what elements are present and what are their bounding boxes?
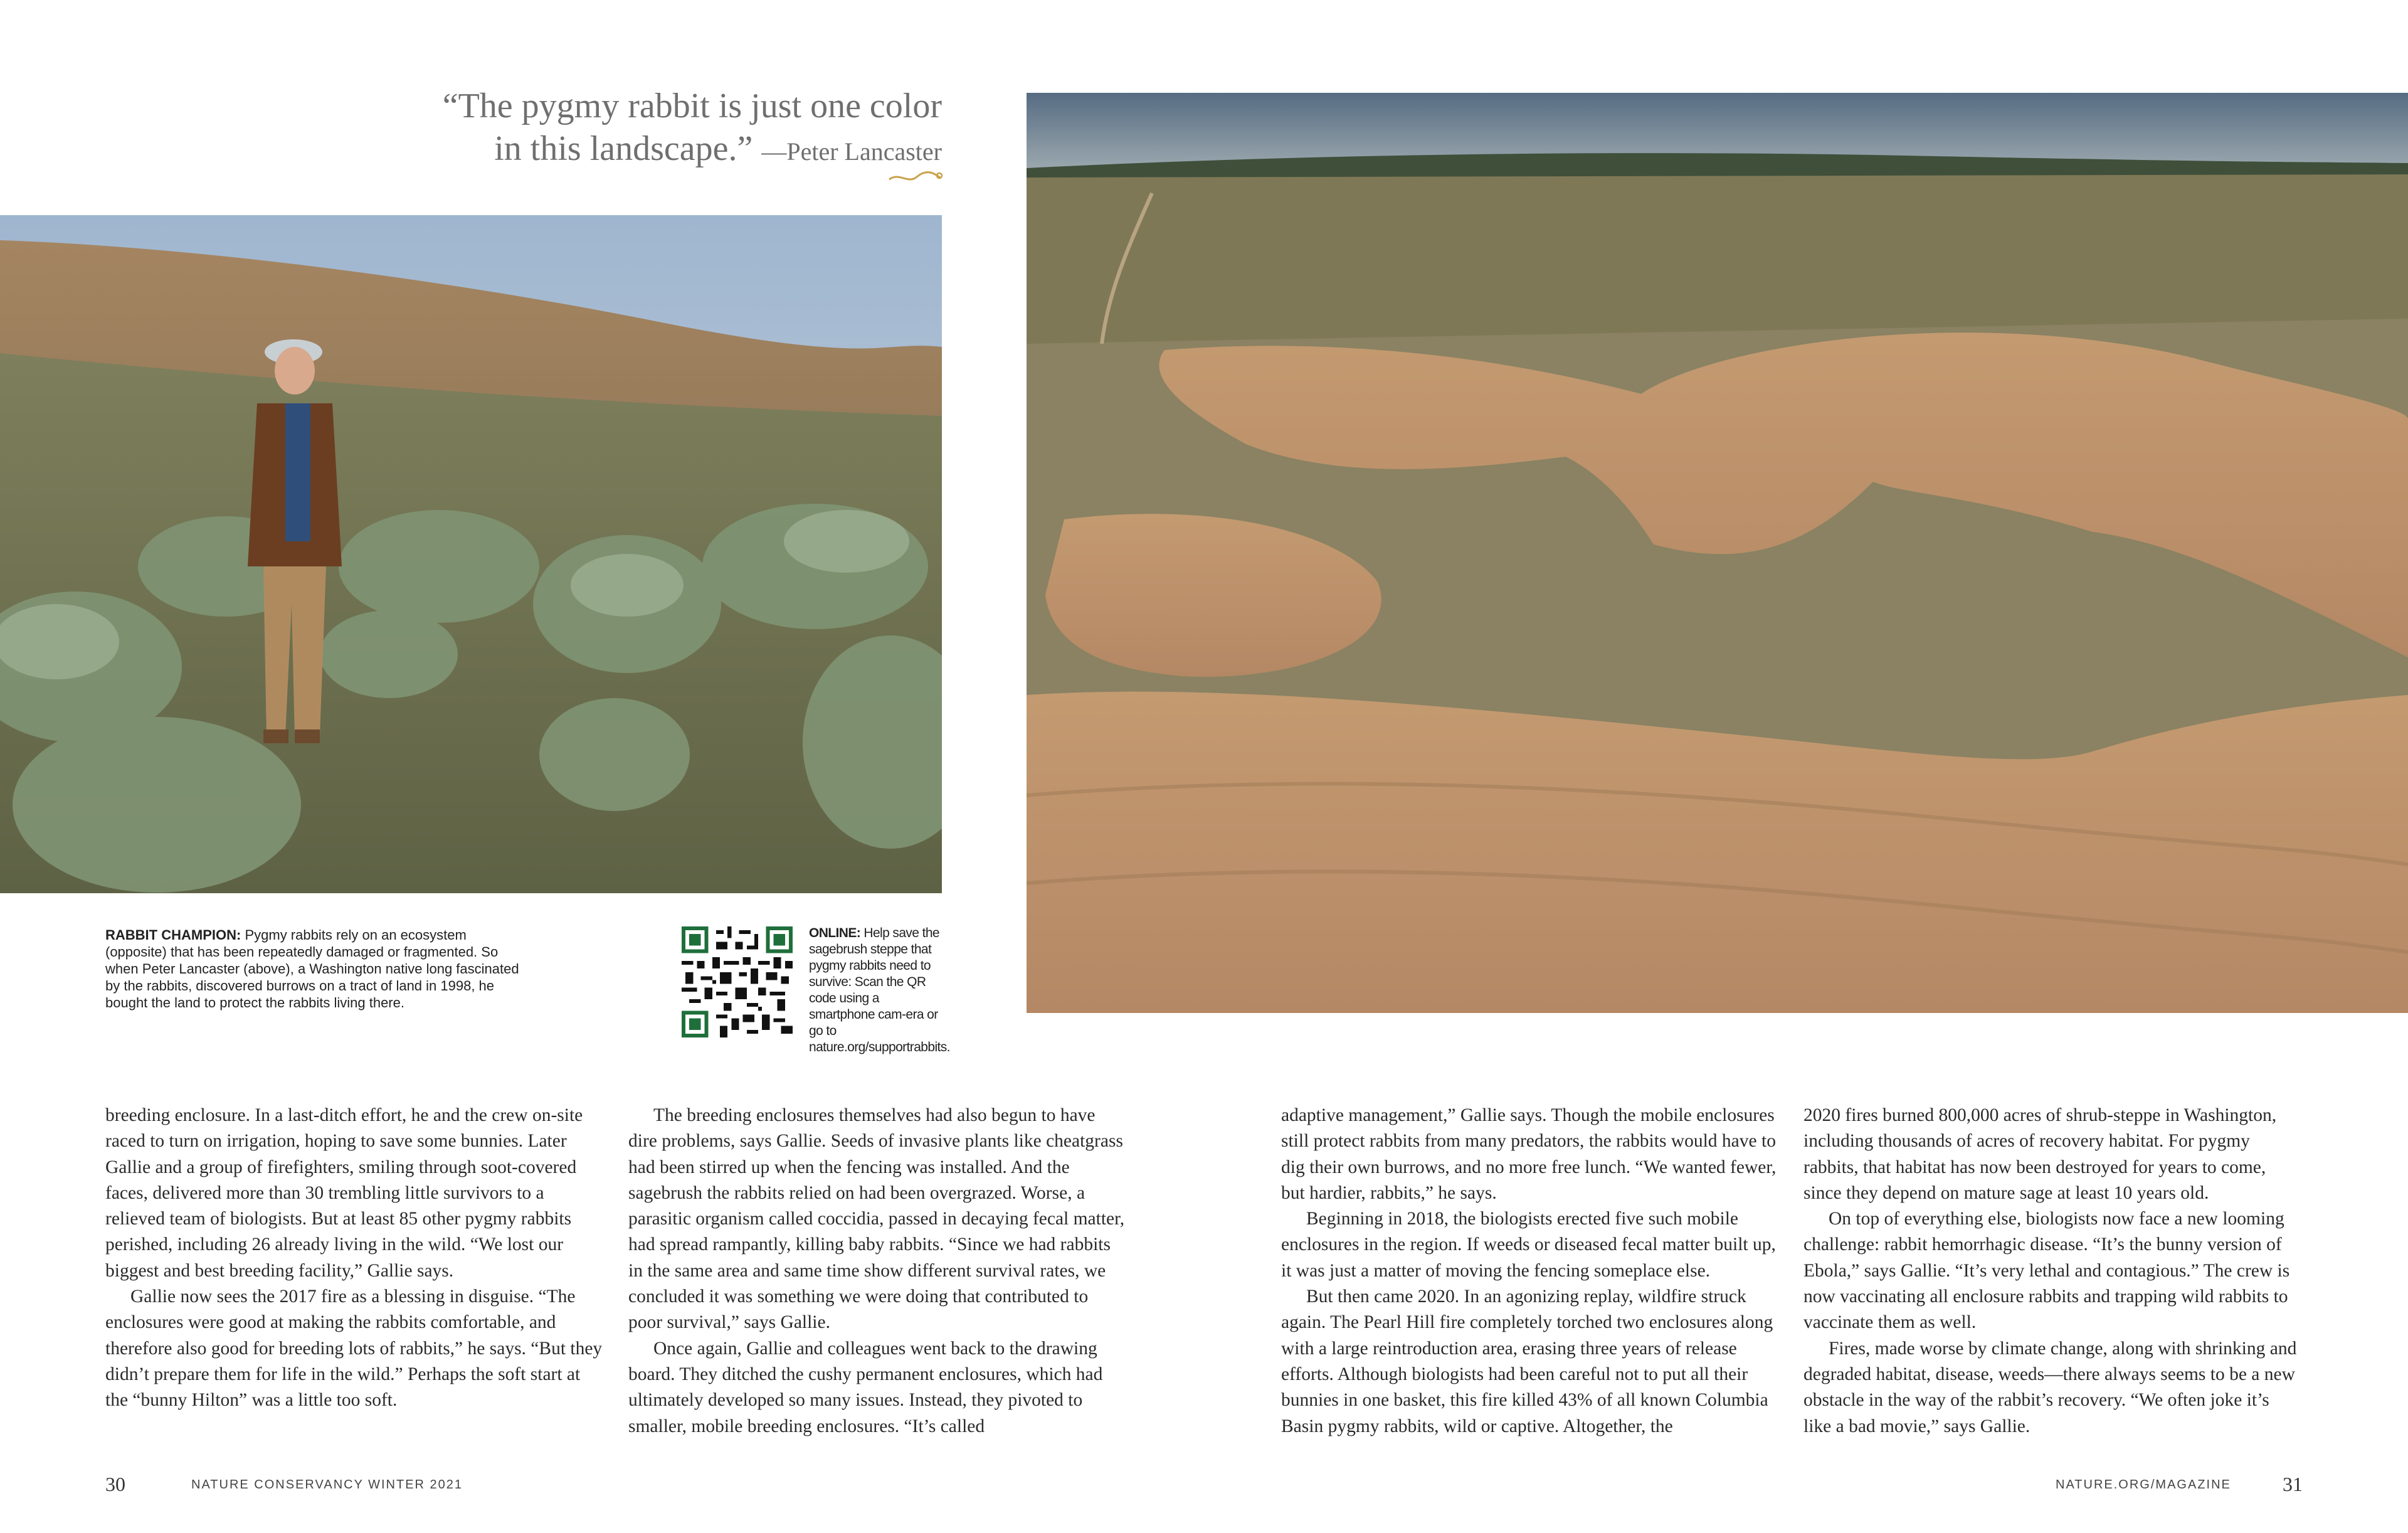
body-column-2: [628, 1103, 1126, 1440]
paragraph: Beginning in 2018, the biologists erected five such mobile enclosures in the region. If weeds or diseased fecal matter built up, it was just a matter of moving the fencing someplace else.: [1281, 1209, 1776, 1281]
left-caption: [105, 926, 519, 1011]
pull-quote-line1: “The pygmy rabbit is just one color: [442, 87, 942, 125]
online-label: ONLINE:: [809, 926, 861, 940]
paragraph: breeding enclosure. In a last-ditch effort, he and the crew on-site raced to turn on irrigation, hoping to save some bunnies. Later Gallie and a group of firefighters, smiling through soot-covered faces, delivered more than 30 trembling little survivors to a relieved team of biologists. But at least 85 other pygmy rabbits perished, including 26 already living in the wild. “We lost our biggest and best breeding facility,” Gallie says.: [105, 1105, 583, 1281]
body-column-3: [1281, 1103, 1779, 1440]
right-folio-text: NATURE.ORG/MAGAZINE: [2056, 1478, 2231, 1492]
online-text: Help save the sagebrush steppe that pygmy rabbits need to survive: Scan the QR code using a smartphone cam-era or go to nature.org/supportrabbits.: [809, 926, 950, 1054]
paragraph: Gallie now sees the 2017 fire as a blessing in disguise. “The enclosures were good at making the rabbits comfortable, and therefore also good for breeding lots of rabbits,” he says. “But they didn’t prepare them for life in the wild.” Perhaps the soft start at the “bunny Hilton” was a little too soft.: [105, 1286, 603, 1411]
caption-label: RABBIT CHAMPION:: [105, 927, 241, 943]
left-page-number: 30: [105, 1473, 125, 1495]
body-column-4: [1803, 1103, 2301, 1440]
right-page-number: 31: [2283, 1473, 2303, 1495]
qr-code-icon: [682, 926, 793, 1037]
left-photo: [0, 215, 942, 893]
swash-ornament-icon: [887, 168, 943, 187]
paragraph: Fires, made worse by climate change, along with shrinking and degraded habitat, disease, weeds—there always seems to be a new obstacle in the way of the rabbit’s recovery. “We often joke it’s like a bad movie,” says Gallie.: [1803, 1338, 2297, 1436]
paragraph: On top of everything else, biologists now face a new looming challenge: rabbit hemorrhagic disease. “It’s the bunny version of Ebola,” says Gallie. “It’s very lethal and contagious.” The crew is now vaccinating all enclosure rabbits and trapping wild rabbits to vaccinate them as well.: [1803, 1209, 2290, 1333]
body-column-1: [105, 1103, 603, 1414]
pull-quote: [0, 85, 942, 173]
paragraph: adaptive management,” Gallie says. Though the mobile enclosures still protect rabbits from many predators, the rabbits would have to dig their own burrows, and no more free lunch. “We wanted fewer, but hardier, rabbits,” he says.: [1281, 1105, 1777, 1203]
paragraph: Once again, Gallie and colleagues went back to the drawing board. They ditched the cushy permanent enclosures, which had ultimately developed so many issues. Instead, they pivoted to smaller, mobile breeding enclosures. “It’s called: [628, 1338, 1103, 1436]
paragraph: But then came 2020. In an agonizing replay, wildfire struck again. The Pearl Hill fire completely torched two enclosures along with a large reintroduction area, erasing three years of release efforts. Although biologists had been careful not to put all their bunnies in one basket, this fire killed 43% of all known Columbia Basin pygmy rabbits, wild or captive. Altogether, the: [1281, 1286, 1773, 1436]
caption-text: Pygmy rabbits rely on an ecosystem (opposite) that has been repeatedly damaged or fragmented. So when Peter Lancaster (above), a Washington native long fascinated by the rabbits, discovered burrows on a tract of land in 1998, he bought the land to protect the rabbits living there.: [105, 927, 519, 1011]
pull-quote-attribution: —Peter Lancaster: [761, 137, 942, 166]
right-photo: [1027, 93, 2408, 1013]
pull-quote-text2: in this landscape.”: [494, 129, 753, 168]
left-folio-text: NATURE CONSERVANCY WINTER 2021: [191, 1478, 463, 1492]
man-in-sagebrush-photo: [0, 215, 942, 893]
paragraph: The breeding enclosures themselves had also begun to have dire problems, says Gallie. Seeds of invasive plants like cheatgrass had been stirred up when the fencing was installed. And the sagebrush the rabbits relied on had been overgrazed. Worse, a parasitic organism called coccidia, passed in decaying fecal matter, had spread rampantly, killing baby rabbits. “Since we had rabbits in the same area and same time show different survival rates, we concluded it was something we were doing that contributed to poor survival,” says Gallie.: [628, 1105, 1125, 1333]
paragraph: 2020 fires burned 800,000 acres of shrub-steppe in Washington, including thousands of acres of recovery habitat. For pygmy rabbits, that habitat has now been destroyed for years to come, since they depend on mature sage at least 10 years old.: [1803, 1105, 2277, 1203]
aerial-steppe-fields-photo: [1027, 93, 2408, 1013]
pull-quote-line2: [0, 127, 942, 173]
online-caption: [809, 925, 950, 1056]
